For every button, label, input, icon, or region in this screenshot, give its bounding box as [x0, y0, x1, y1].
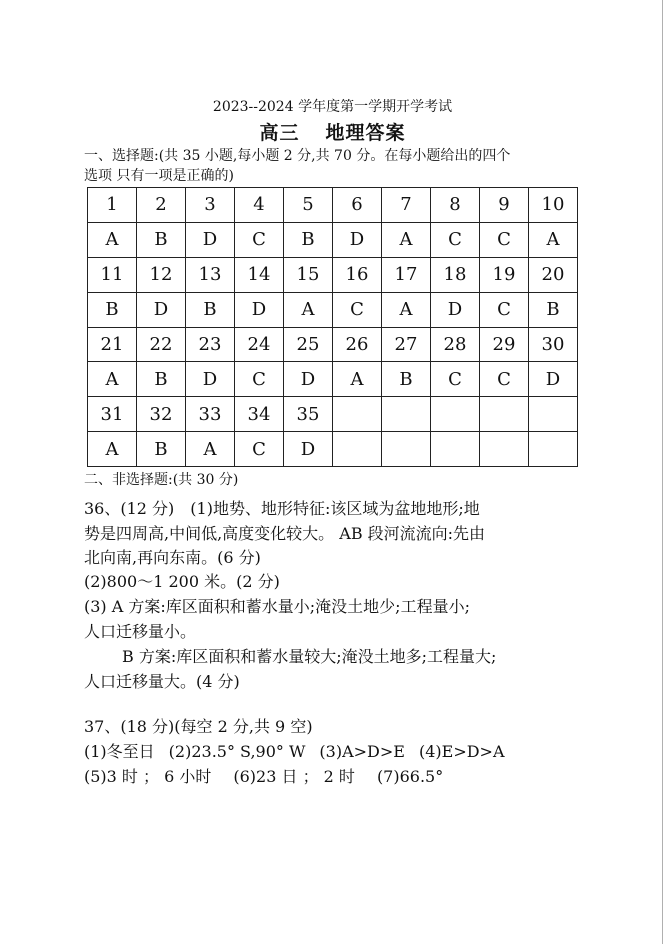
- question-number-cell: 1: [88, 188, 137, 223]
- answer-cell: D: [284, 432, 333, 467]
- question-number-row: [88, 397, 578, 432]
- q36-part3-line2: 人口迁移量小。: [84, 621, 197, 641]
- question-number-row: [88, 257, 578, 292]
- question-number-cell: 26: [333, 327, 382, 362]
- question-number-cell: 10: [529, 188, 578, 223]
- question-number-cell: [480, 397, 529, 432]
- q37-answer-6: (6)23 日 ； 2 时: [233, 767, 355, 786]
- subject-label: 地理答案: [325, 122, 406, 144]
- q36-part3b-line2: 人口迁移量大。(4 分): [84, 671, 240, 691]
- answer-cell: C: [431, 222, 480, 257]
- question-number-row: [88, 327, 578, 362]
- answer-row: [88, 222, 578, 257]
- q36-part3b-line1: B 方案:库区面积和蓄水量较大;淹没土地多;工程量大;: [122, 647, 497, 666]
- answer-cell: A: [88, 432, 137, 467]
- answer-cell: D: [333, 222, 382, 257]
- answer-cell: B: [88, 292, 137, 327]
- answer-row: [88, 362, 578, 397]
- answer-cell: [480, 432, 529, 467]
- answer-cell: D: [431, 292, 480, 327]
- question-number-cell: [333, 397, 382, 432]
- q36-part3-plan-b: [84, 645, 604, 694]
- question-number-cell: 17: [382, 257, 431, 292]
- answer-cell: B: [137, 432, 186, 467]
- answer-cell: A: [529, 222, 578, 257]
- question-number-cell: 9: [480, 188, 529, 223]
- question-number-cell: 23: [186, 327, 235, 362]
- answer-cell: B: [382, 362, 431, 397]
- answer-key-title: [0, 121, 665, 145]
- question-number-cell: 5: [284, 188, 333, 223]
- question-number-cell: 30: [529, 327, 578, 362]
- section1-heading-line1: 一、选择题:(共 35 小题,每小题 2 分,共 70 分。在每小题给出的四个: [84, 148, 511, 164]
- question-number-cell: 35: [284, 397, 333, 432]
- question-number-cell: 14: [235, 257, 284, 292]
- answer-cell: C: [480, 362, 529, 397]
- exam-title: 2023--2024 学年度第一学期开学考试: [212, 99, 453, 115]
- answer-cell: B: [284, 222, 333, 257]
- q37-answer-4: (4)E>D>A: [418, 742, 505, 761]
- q37-answer-2: (2)23.5° S,90° W: [168, 742, 306, 761]
- q37-answers-line2: [84, 765, 604, 790]
- answer-cell: C: [235, 432, 284, 467]
- answer-cell: A: [382, 222, 431, 257]
- answer-cell: A: [88, 222, 137, 257]
- answer-table: [87, 187, 578, 467]
- question-number-cell: 11: [88, 257, 137, 292]
- question-number-cell: 2: [137, 188, 186, 223]
- answer-cell: [382, 432, 431, 467]
- section2-heading: 二、非选择题:(共 30 分): [84, 472, 239, 488]
- answer-cell: B: [529, 292, 578, 327]
- question-number-cell: 19: [480, 257, 529, 292]
- question-number-cell: [382, 397, 431, 432]
- question-number-cell: 3: [186, 188, 235, 223]
- q36-part1-line2: 势是四周高,中间低,高度变化较大。 AB 段河流流向:先由: [84, 523, 486, 543]
- answer-row: [88, 292, 578, 327]
- question-number-cell: 6: [333, 188, 382, 223]
- answer-cell: [333, 432, 382, 467]
- question-number-cell: 27: [382, 327, 431, 362]
- answer-cell: B: [186, 292, 235, 327]
- answer-cell: A: [186, 432, 235, 467]
- question-number-cell: 24: [235, 327, 284, 362]
- grade-label: 高三: [259, 122, 300, 144]
- q36-part3-plan-a: [84, 595, 604, 644]
- answer-cell: A: [333, 362, 382, 397]
- answer-cell: D: [186, 362, 235, 397]
- question-number-cell: 29: [480, 327, 529, 362]
- answer-cell: C: [235, 362, 284, 397]
- answer-cell: D: [235, 292, 284, 327]
- question-number-cell: [431, 397, 480, 432]
- q36-part1-line3: 北向南,再向东南。(6 分): [84, 548, 261, 567]
- answer-cell: B: [137, 222, 186, 257]
- question-number-cell: 22: [137, 327, 186, 362]
- question-number-cell: 12: [137, 257, 186, 292]
- answer-cell: A: [382, 292, 431, 327]
- section1-heading: [84, 146, 604, 186]
- answer-cell: C: [235, 222, 284, 257]
- answer-cell: A: [88, 362, 137, 397]
- answer-cell: B: [137, 362, 186, 397]
- question-number-cell: 28: [431, 327, 480, 362]
- answer-cell: A: [284, 292, 333, 327]
- question-number-cell: 20: [529, 257, 578, 292]
- question-number-cell: 16: [333, 257, 382, 292]
- answer-cell: C: [333, 292, 382, 327]
- q37-answer-7: (7)66.5°: [376, 767, 444, 786]
- question-number-cell: 32: [137, 397, 186, 432]
- q37-answers-line1: [84, 740, 604, 765]
- answer-cell: C: [480, 292, 529, 327]
- q37-heading: 37、(18 分)(每空 2 分,共 9 空): [84, 717, 313, 736]
- question-number-cell: 31: [88, 397, 137, 432]
- q37-answer-5: (5)3 时 ； 6 小时: [84, 767, 212, 786]
- q36-part2: (2)800～1 200 米。(2 分): [84, 572, 280, 591]
- answer-cell: C: [480, 222, 529, 257]
- question-number-cell: 13: [186, 257, 235, 292]
- question-number-cell: 25: [284, 327, 333, 362]
- question-number-cell: 4: [235, 188, 284, 223]
- question-number-cell: 34: [235, 397, 284, 432]
- answer-cell: D: [137, 292, 186, 327]
- question-number-cell: 8: [431, 188, 480, 223]
- answer-cell: C: [431, 362, 480, 397]
- q36-part1: [84, 497, 604, 571]
- question-number-cell: [529, 397, 578, 432]
- question-number-cell: 33: [186, 397, 235, 432]
- section1-heading-line2: 选项 只有一项是正确的): [84, 168, 234, 184]
- question-number-row: [88, 188, 578, 223]
- answer-cell: D: [529, 362, 578, 397]
- q37-answer-3: (3)A>D>E: [319, 742, 405, 761]
- answer-cell: [431, 432, 480, 467]
- q36-part3-line1: (3) A 方案:库区面积和蓄水量小;淹没土地少;工程量小;: [84, 597, 470, 616]
- q36-part1-line1: 36、(12 分) (1)地势、地形特征:该区域为盆地地形;地: [84, 499, 480, 518]
- question-number-cell: 18: [431, 257, 480, 292]
- question-number-cell: 21: [88, 327, 137, 362]
- answer-cell: D: [284, 362, 333, 397]
- question-number-cell: 15: [284, 257, 333, 292]
- answer-cell: D: [186, 222, 235, 257]
- answer-row: [88, 432, 578, 467]
- question-number-cell: 7: [382, 188, 431, 223]
- q37-answer-1: (1)冬至日: [84, 742, 155, 761]
- answer-cell: [529, 432, 578, 467]
